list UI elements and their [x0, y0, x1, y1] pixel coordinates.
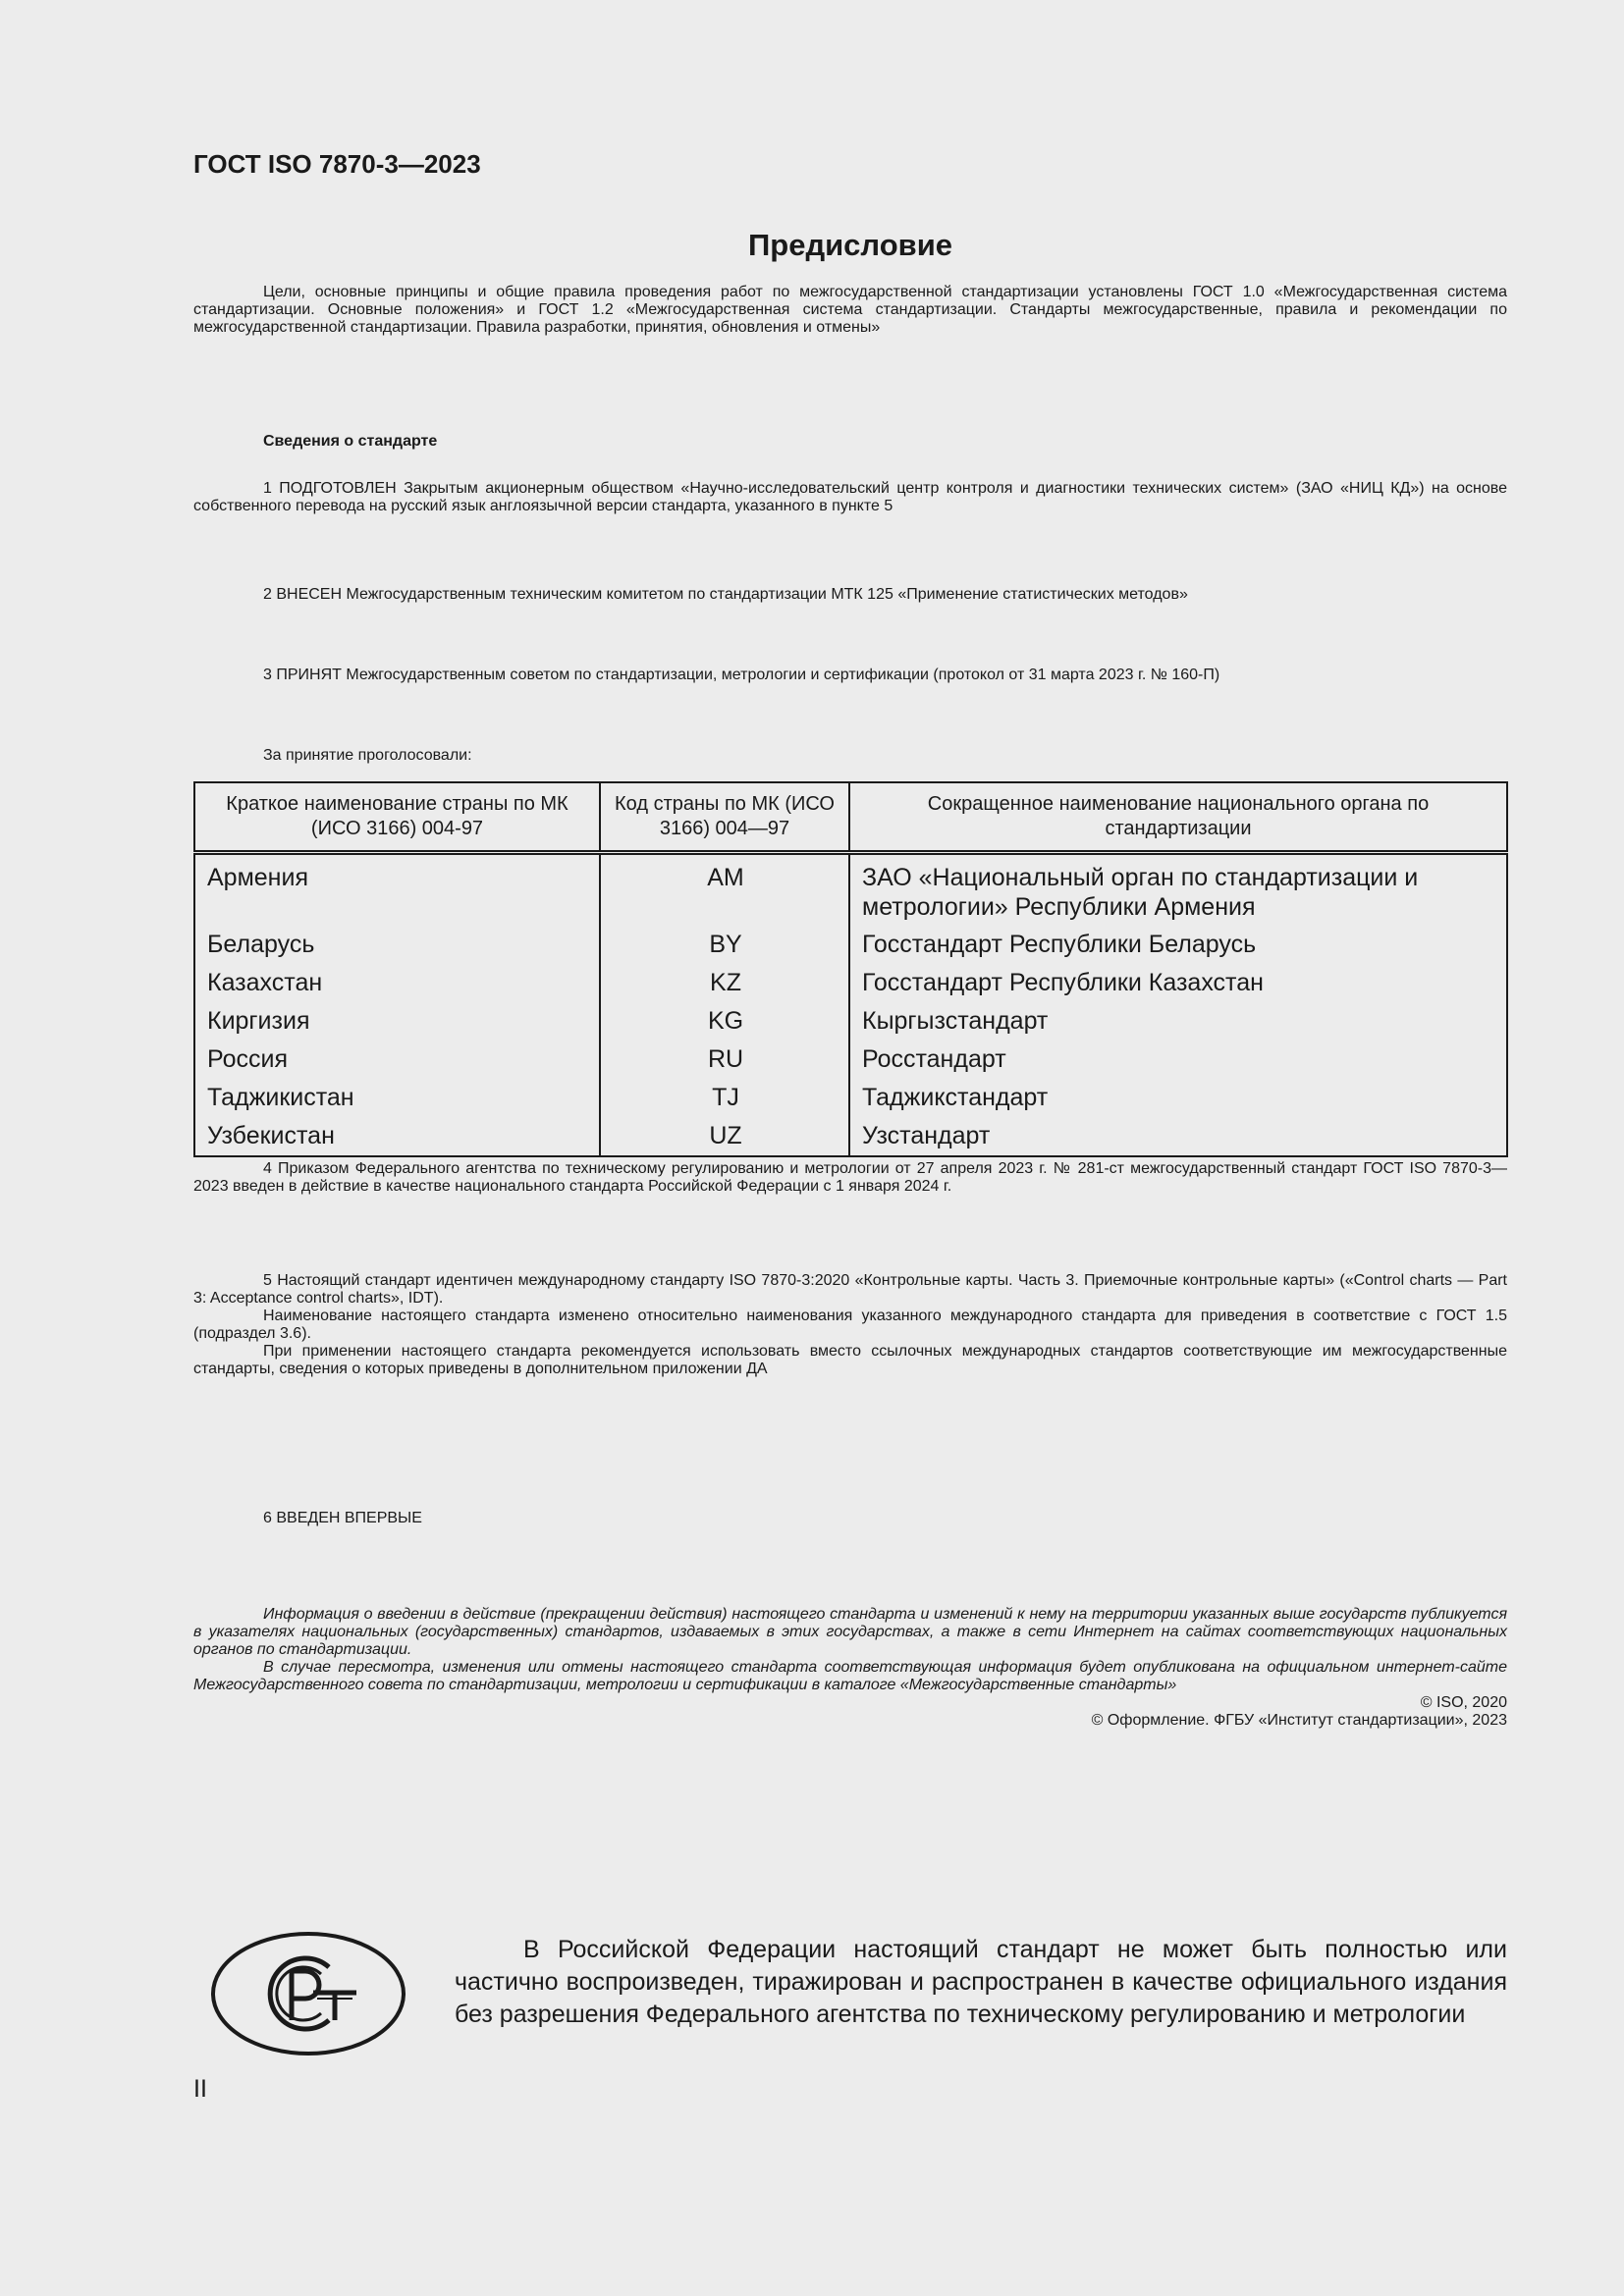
code-cell: KG: [600, 1002, 849, 1041]
votes-label-block: [193, 747, 1507, 765]
gost-r-logo-icon: [209, 1930, 407, 2057]
item-2: 2 ВНЕСЕН Межгосударственным техническим комитетом по стандартизации МТК 125 «Применение статистических методов»: [263, 586, 1188, 603]
item-1-block: [193, 480, 1507, 515]
item-6: 6 ВВЕДЕН ВПЕРВЫЕ: [263, 1510, 422, 1526]
info-heading: Сведения о стандарте: [263, 433, 438, 450]
code-cell: BY: [600, 926, 849, 964]
table-row: [194, 1117, 1507, 1156]
votes-label: За принятие проголосовали:: [263, 747, 472, 764]
body-cell: Госстандарт Республики Казахстан: [862, 969, 1264, 996]
page-title: Предисловие: [747, 228, 952, 262]
code-cell: KZ: [600, 964, 849, 1002]
item-1: 1 ПОДГОТОВЛЕН Закрытым акционерным обществом «Научно-исследовательский центр контроля и диагностики технических систем» (ЗАО «НИЦ КД») на основе собственного перевода на русский язык англоязычной версии стандарта, указанного в пункте 5: [193, 480, 1507, 514]
intro-paragraph: Цели, основные принципы и общие правила проведения работ по межгосударственной стандартизации установлены ГОСТ 1.0 «Межгосударственная система стандартизации. Основные положения» и ГОСТ 1.2 «Межгосударственная система стандартизации. Стандарты межгосударственные, правила и рекомендации по межгосударственной стандартизации. Правила разработки, принятия, обновления и отмены»: [193, 284, 1507, 336]
item-5a: 5 Настоящий стандарт идентичен международному стандарту ISO 7870-3:2020 «Контрольные карты. Часть 3. Приемочные контрольные карты» («Control charts — Part 3: Acceptance control charts», IDT).: [193, 1272, 1507, 1307]
item-4: 4 Приказом Федерального агентства по техническому регулированию и метрологии от 27 апреля 2023 г. № 281-ст межгосударственный стандарт ГОСТ ISO 7870-3—2023 введен в действие в качестве национального стандарта Российской Федерации с 1 января 2024 г.: [193, 1160, 1507, 1195]
code-cell: AM: [600, 853, 849, 927]
item-3-block: [193, 667, 1507, 684]
table-row: [194, 853, 1507, 927]
body-cell: Кыргызстандарт: [862, 1007, 1049, 1035]
country-cell: Киргизия: [194, 1002, 600, 1041]
code-cell: TJ: [600, 1079, 849, 1117]
country-cell: Россия: [194, 1041, 600, 1079]
body-cell: Росстандарт: [862, 1045, 1006, 1073]
copyright-institute: © Оформление. ФГБУ «Институт стандартизации», 2023: [1091, 1712, 1507, 1729]
header-code: Код страны по МК (ИСО 3166) 004—97: [600, 782, 849, 853]
country-cell: Узбекистан: [194, 1117, 600, 1156]
info-italic-2: В случае пересмотра, изменения или отмены настоящего стандарта соответствующая информация будет опубликована на официальном интернет-сайте Межгосударственного совета по стандартизации, метрологии и сертификации в каталоге «Межгосударственные стандарты»: [193, 1659, 1507, 1693]
country-cell: Армения: [194, 853, 600, 927]
info-heading-block: [193, 433, 1507, 451]
copyright-iso: © ISO, 2020: [1420, 1694, 1507, 1711]
header-country: Краткое наименование страны по МК (ИСО 3166) 004-97: [194, 782, 600, 853]
code-cell: UZ: [600, 1117, 849, 1156]
code-cell: RU: [600, 1041, 849, 1079]
table-row: [194, 964, 1507, 1002]
table-row: [194, 1079, 1507, 1117]
body-cell: Узстандарт: [862, 1122, 991, 1149]
header-body: Сокращенное наименование национального органа по стандартизации: [849, 782, 1507, 853]
page-number: II: [193, 2075, 207, 2103]
item-5c: При применении настоящего стандарта рекомендуется использовать вместо ссылочных международных стандартов соответствующие им межгосударственные стандарты, сведения о которых приведены в дополнительном приложении ДА: [193, 1343, 1507, 1377]
intro-section: [193, 284, 1507, 337]
reproduction-notice: [455, 1934, 1507, 2031]
item-3: 3 ПРИНЯТ Межгосударственным советом по стандартизации, метрологии и сертификации (протокол от 31 марта 2023 г. № 160-П): [263, 667, 1220, 683]
body-cell: Госстандарт Республики Беларусь: [862, 931, 1257, 958]
item-5b: Наименование настоящего стандарта изменено относительно наименования указанного международного стандарта для приведения в соответствие с ГОСТ 1.5 (подраздел 3.6).: [193, 1308, 1507, 1342]
table-header-row: [194, 782, 1507, 853]
item-6-block: [193, 1510, 1507, 1527]
info-italic-1: Информация о введении в действие (прекращении действия) настоящего стандарта и изменений к нему на территории указанных выше государств публикуется в указателях национальных (государственных) стандартов, издаваемых в этих государствах, а также в сети Интернет на сайтах соответствующих национальных органов по стандартизации.: [193, 1606, 1507, 1658]
body-cell: Таджикстандарт: [862, 1084, 1049, 1111]
body-cell: ЗАО «Национальный орган по стандартизации и метрологии» Республики Армения: [862, 864, 1419, 921]
item-4-block: [193, 1160, 1507, 1196]
item-2-block: [193, 586, 1507, 604]
notice-text: В Российской Федерации настоящий стандарт не может быть полностью или частично воспроизведен, тиражирован и распространен в качестве официального издания без разрешения Федерального агентства по техническому регулированию и метрологии: [455, 1936, 1507, 2028]
country-cell: Таджикистан: [194, 1079, 600, 1117]
country-cell: Беларусь: [194, 926, 600, 964]
item-5-block: [193, 1272, 1507, 1378]
country-cell: Казахстан: [194, 964, 600, 1002]
votes-table: [193, 781, 1508, 1157]
table-row: [194, 926, 1507, 964]
document-code: ГОСТ ISO 7870-3—2023: [193, 149, 481, 179]
table-row: [194, 1041, 1507, 1079]
info-notice-block: [193, 1606, 1507, 1730]
table-row: [194, 1002, 1507, 1041]
